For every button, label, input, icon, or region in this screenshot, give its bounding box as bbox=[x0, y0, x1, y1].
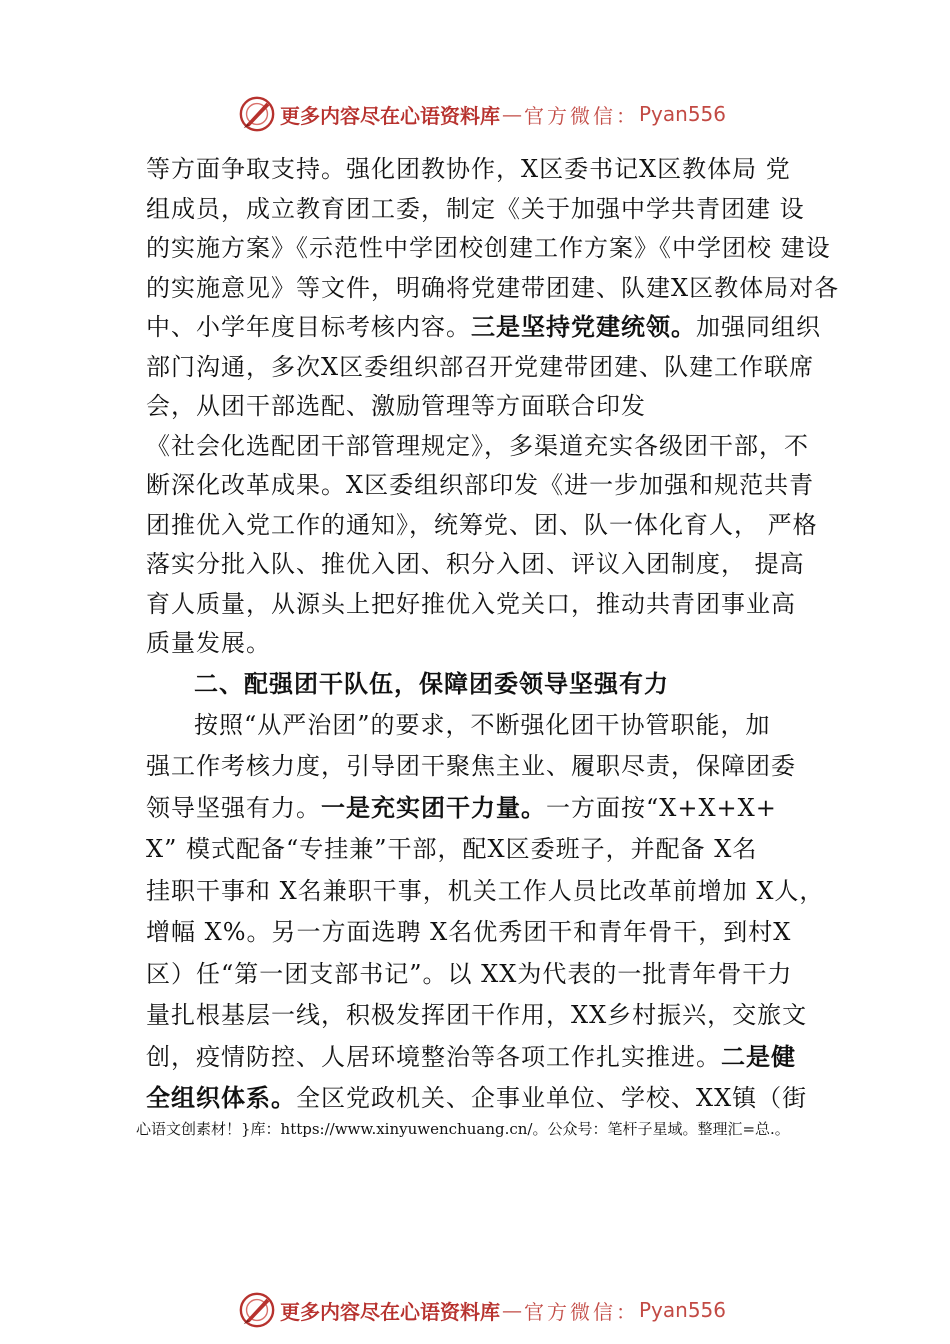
body-line: 团推优入党工作的通知》，统筹党、团、队一体化育人， 严格 bbox=[146, 510, 818, 539]
body-line: 等方面争取支持。强化团教协作，X区委书记X区教体局 党 bbox=[146, 155, 791, 183]
section-line: 量扎根基层一线，积极发挥团干作用，XX乡村振兴，交旅文 bbox=[146, 1001, 808, 1029]
body-line: 落实分批入队、推优入团、积分入团、评议入团制度， 提高 bbox=[146, 550, 805, 578]
quill-logo-icon bbox=[238, 1291, 276, 1329]
bold-point-two-start: 二是健 bbox=[721, 1042, 796, 1071]
banner-wechat-label: 官方微信： bbox=[524, 103, 639, 128]
body-line-tail: 加强同组织 bbox=[696, 313, 821, 341]
section-line-text: 全区党政机关、企事业单位、学校、XX镇（街 bbox=[296, 1084, 808, 1112]
bottom-banner bbox=[238, 1290, 726, 1330]
banner-wechat-label: 官方微信： bbox=[524, 1299, 639, 1324]
footer-source-note: 心语文创素材！}库：https://www.xinyuwenchuang.cn/。公众号：笔杆子星域。整理汇=总.。 bbox=[136, 1120, 790, 1138]
body-line: 的实施意见》等文件，明确将党建带团建、队建X区教体局对各 bbox=[146, 273, 840, 302]
banner-dash: — bbox=[502, 102, 522, 126]
section-line-mixed bbox=[146, 1037, 836, 1079]
top-banner bbox=[238, 94, 726, 134]
section-line-text: 创，疫情防控、人居环境整治等各项工作扎实推进。 bbox=[146, 1042, 721, 1071]
banner-wechat-id: Pyan556 bbox=[639, 102, 727, 126]
banner-brand: 更多内容尽在心语资料库 bbox=[280, 1299, 500, 1324]
body-line-mixed bbox=[146, 308, 836, 348]
section-line-tail: 一方面按“X+X+X+ bbox=[546, 793, 777, 822]
section-line-mixed bbox=[146, 1078, 836, 1120]
section-line: 强工作考核力度，引导团干聚焦主业、履职尽责，保障团委 bbox=[146, 752, 796, 780]
body-line: 育人质量，从源头上把好推优入党关口，推动共青团事业高 bbox=[146, 589, 796, 618]
banner-dash: — bbox=[502, 1298, 522, 1322]
section-heading: 二、配强团干队伍，保障团委领导坚强有力 bbox=[194, 669, 669, 698]
banner-wechat-id: Pyan556 bbox=[639, 1298, 727, 1322]
section-line: 区）任“第一团支部书记”。以 XX为代表的一批青年骨干力 bbox=[146, 959, 793, 988]
quill-logo-icon bbox=[238, 95, 276, 133]
document-body bbox=[146, 150, 840, 1120]
body-line: 断深化改革成果。X区委组织部印发《进一步加强和规范共青 bbox=[146, 471, 815, 499]
bold-point-three: 三是坚持党建统领。 bbox=[471, 313, 696, 341]
body-line: 《社会化选配团干部管理规定》，多渠道充实各级团干部，不 bbox=[146, 431, 809, 460]
banner-brand: 更多内容尽在心语资料库 bbox=[280, 103, 500, 128]
body-line: 组成员，成立教育团工委，制定《关于加强中学共青团建 设 bbox=[146, 194, 805, 223]
body-line: 的实施方案》《示范性中学团校创建工作方案》《中学团校 建设 bbox=[146, 234, 831, 262]
bold-point-two-end: 全组织体系。 bbox=[146, 1084, 296, 1112]
body-line-text: 中、小学年度目标考核内容。 bbox=[146, 313, 471, 341]
section-line: 增幅 X%。另一方面选聘 X名优秀团干和青年骨干，到村X bbox=[146, 918, 792, 946]
section-line-mixed bbox=[146, 788, 836, 830]
section-line-text: 领导坚强有力。 bbox=[146, 793, 321, 822]
body-line: 部门沟通，多次X区委组织部召开党建带团建、队建工作联席 bbox=[146, 352, 815, 381]
body-line: 会，从团干部选配、激励管理等方面联合印发 bbox=[146, 392, 646, 420]
body-line: 质量发展。 bbox=[146, 629, 271, 657]
section-line: 按照“从严治团”的要求，不断强化团干协管职能，加 bbox=[194, 710, 771, 739]
section-line: X” 模式配备“专挂兼”干部，配X区委班子，并配备 X名 bbox=[146, 835, 758, 863]
section-line: 挂职干事和 X名兼职干事，机关工作人员比改革前增加 X人， bbox=[146, 876, 825, 905]
bold-point-one: 一是充实团干力量。 bbox=[321, 793, 546, 822]
